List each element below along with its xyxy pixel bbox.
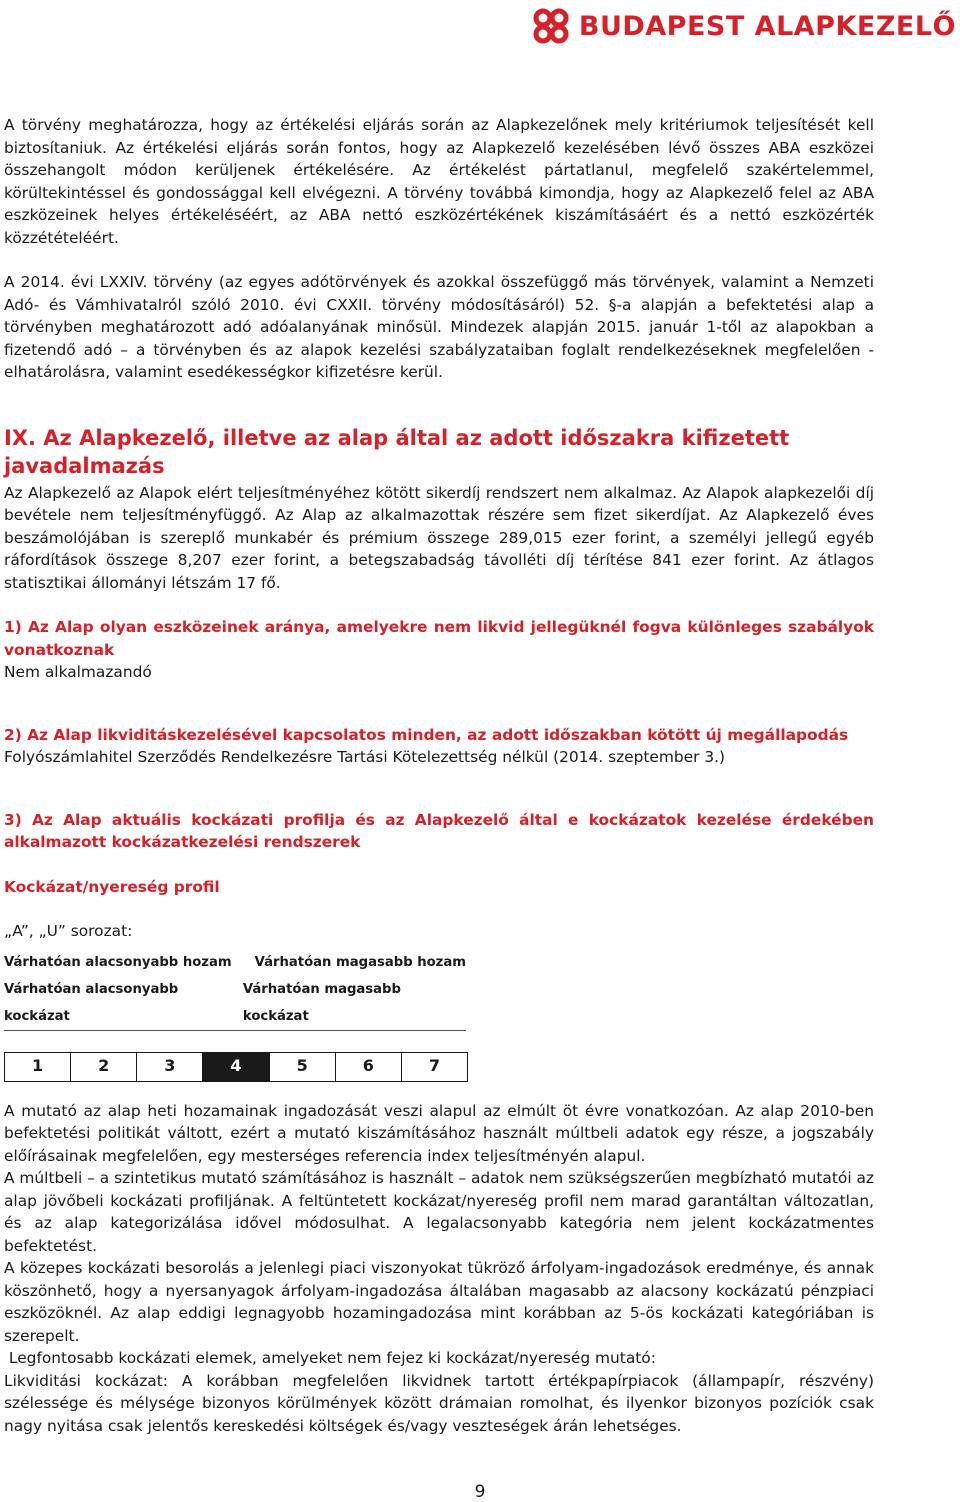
item3-heading: 3) Az Alap aktuális kockázati profilja és az Alapkezelő által e kockázatok kezelése érdekében alkalmazott kockázatkezelési rendszerek	[4, 810, 874, 851]
risk-scale-cell: 2	[71, 1053, 137, 1081]
risk-scale-legend	[4, 949, 466, 1031]
series-label: „A”, „U” sorozat:	[4, 922, 133, 940]
paragraph-valuation: A törvény meghatározza, hogy az értékelési eljárás során az Alapkezelőnek mely kritériumok teljesítését kell biztosítaniuk. Az értékelési eljárás során fontos, hogy az Alapkezelő kezelésében lévő összes ABA eszközei összehangolt módon kerüljenek értékelésére. Az értékelést pártatlanul, megfelelő szakértelemmel, körültekintéssel és gondossággal kell elvégezni. A törvény továbbá kimondja, hogy az Alapkezelő felel az ABA eszközeinek helyes értékeléséért, az ABA nettó eszközértékének kiszámításáért és a nettó eszközérték közzétételéért.	[4, 116, 874, 247]
item1-body: Nem alkalmazandó	[4, 663, 152, 681]
document-body	[4, 114, 879, 1437]
page-number: 9	[474, 1482, 486, 1502]
logo-text: BUDAPEST ALAPKEZELŐ	[578, 10, 956, 42]
high-risk-label: Várhatóan magasabb kockázat	[242, 981, 401, 1024]
budapest-alapkezelo-logo-icon	[531, 6, 571, 46]
item2-body: Folyószámlahitel Szerződés Rendelkezésre Tartási Kötelezettség nélkül (2014. szeptember 3.)	[4, 748, 726, 766]
low-return-label: Várhatóan alacsonyabb hozam	[4, 954, 232, 970]
paragraph-tax: A 2014. évi LXXIV. törvény (az egyes adótörvények és azokkal összefüggő más törvények, valamint a Nemzeti Adó- és Vámhivatalról szóló 2010. évi CXXII. törvény módosításáról) 52. §-a alapján a befektetési alap a törvényben meghatározott adó adóalanyának minősül. Mindezek alapján 2015. január 1-től az alapokban a fizetendő adó – a törvényben és az alapok kezelési szabályzataiban foglalt rendelkezéseknek megfelelően - elhatárolásra, valamint esedékességkor kifizetésre kerül.	[4, 273, 874, 381]
risk-profile-heading: Kockázat/nyereség profil	[4, 877, 220, 896]
paragraph-indicator: A mutató az alap heti hozamainak ingadozását veszi alapul az elmúlt öt évre vonatkozóan. Az alap 2010-ben befektetési politikát váltott, ezért a mutató kiszámításához használt múltbeli adatok egy része, a jogszabály előírásainak megfelelően, egy mesterséges referencia index teljesítményén alapul.	[4, 1101, 874, 1165]
risk-scale-cell: 6	[336, 1053, 402, 1081]
low-risk-label: Várhatóan alacsonyabb kockázat	[4, 981, 179, 1024]
section-ix-body: Az Alapkezelő az Alapok elért teljesítményéhez kötött sikerdíj rendszert nem alkalmaz. Az Alapok alapkezelői díj bevétele nem teljesítményfüggő. Az Alap az alkalmazottak részére sem fizet sikerdíjat. Az Alapkezelő éves beszámolójában is szereplő munkabér és prémium összege 289,015 ezer forint, a személyi jellegű egyéb ráfordítások összege 8,207 ezer forint, a betegszabadság távolléti díj térítése 841 ezer forint. Az átlagos statisztikai állományi létszám 17 fő.	[4, 483, 874, 592]
risk-scale-cell: 4	[203, 1053, 269, 1081]
high-return-label: Várhatóan magasabb hozam	[254, 954, 466, 970]
header-logo	[531, 4, 956, 48]
item2-heading: 2) Az Alap likviditáskezelésével kapcsolatos minden, az adott időszakban kötött új megállapodás	[4, 725, 849, 744]
risk-scale	[4, 1052, 468, 1082]
paragraph-key-risks: Legfontosabb kockázati elemek, amelyeket nem fejez ki kockázat/nyereség mutató:	[4, 1349, 656, 1367]
risk-scale-cell: 1	[5, 1053, 71, 1081]
paragraph-past-data: A múltbeli – a szintetikus mutató számításához is használt – adatok nem szükségszerűen megbízható mutatói az alap jövőbeli kockázati profiljának. A feltüntetett kockázat/nyereség profil nem marad garantáltan változatlan, és az alap kategorizálása idővel módosulhat. A legalacsonyabb kategória nem jelent kockázatmentes befektetést.	[4, 1169, 874, 1255]
paragraph-liquidity-risk: Likviditási kockázat: A korábban megfelelően likvidnek tartott értékpapírpiacok (állampapír, részvény) szélessége és mélysége bizonyos körülmények között drámaian romolhat, és ilyenkor bizonyos pozíciók csak nagy nyitása csak jelentős kereskedési költségek és/vagy veszteségek árán lehetséges.	[4, 1371, 874, 1435]
risk-scale-cell: 3	[137, 1053, 203, 1081]
paragraph-medium-risk: A közepes kockázati besorolás a jelenlegi piaci viszonyokat tükröző árfolyam-ingadozások eredménye, és annak köszönhető, hogy a nyersanyagok árfolyam-ingadozása általában magasabb az alacsony kockázatú pénzpiaci eszközöknél. Az alap eddigi legnagyobb hozamingadozása mint korábban az 5-ös kockázati kategóriában is szerepelt.	[4, 1259, 879, 1345]
item1-heading: 1) Az Alap olyan eszközeinek aránya, amelyekre nem likvid jellegüknél fogva különleges szabályok vonatkoznak	[4, 618, 874, 659]
risk-scale-cell: 7	[428, 1056, 440, 1076]
risk-scale-cell: 5	[270, 1053, 336, 1081]
section-ix-heading: IX. Az Alapkezelő, illetve az alap által az adott időszakra kifizetett javadalmazás	[4, 425, 790, 478]
